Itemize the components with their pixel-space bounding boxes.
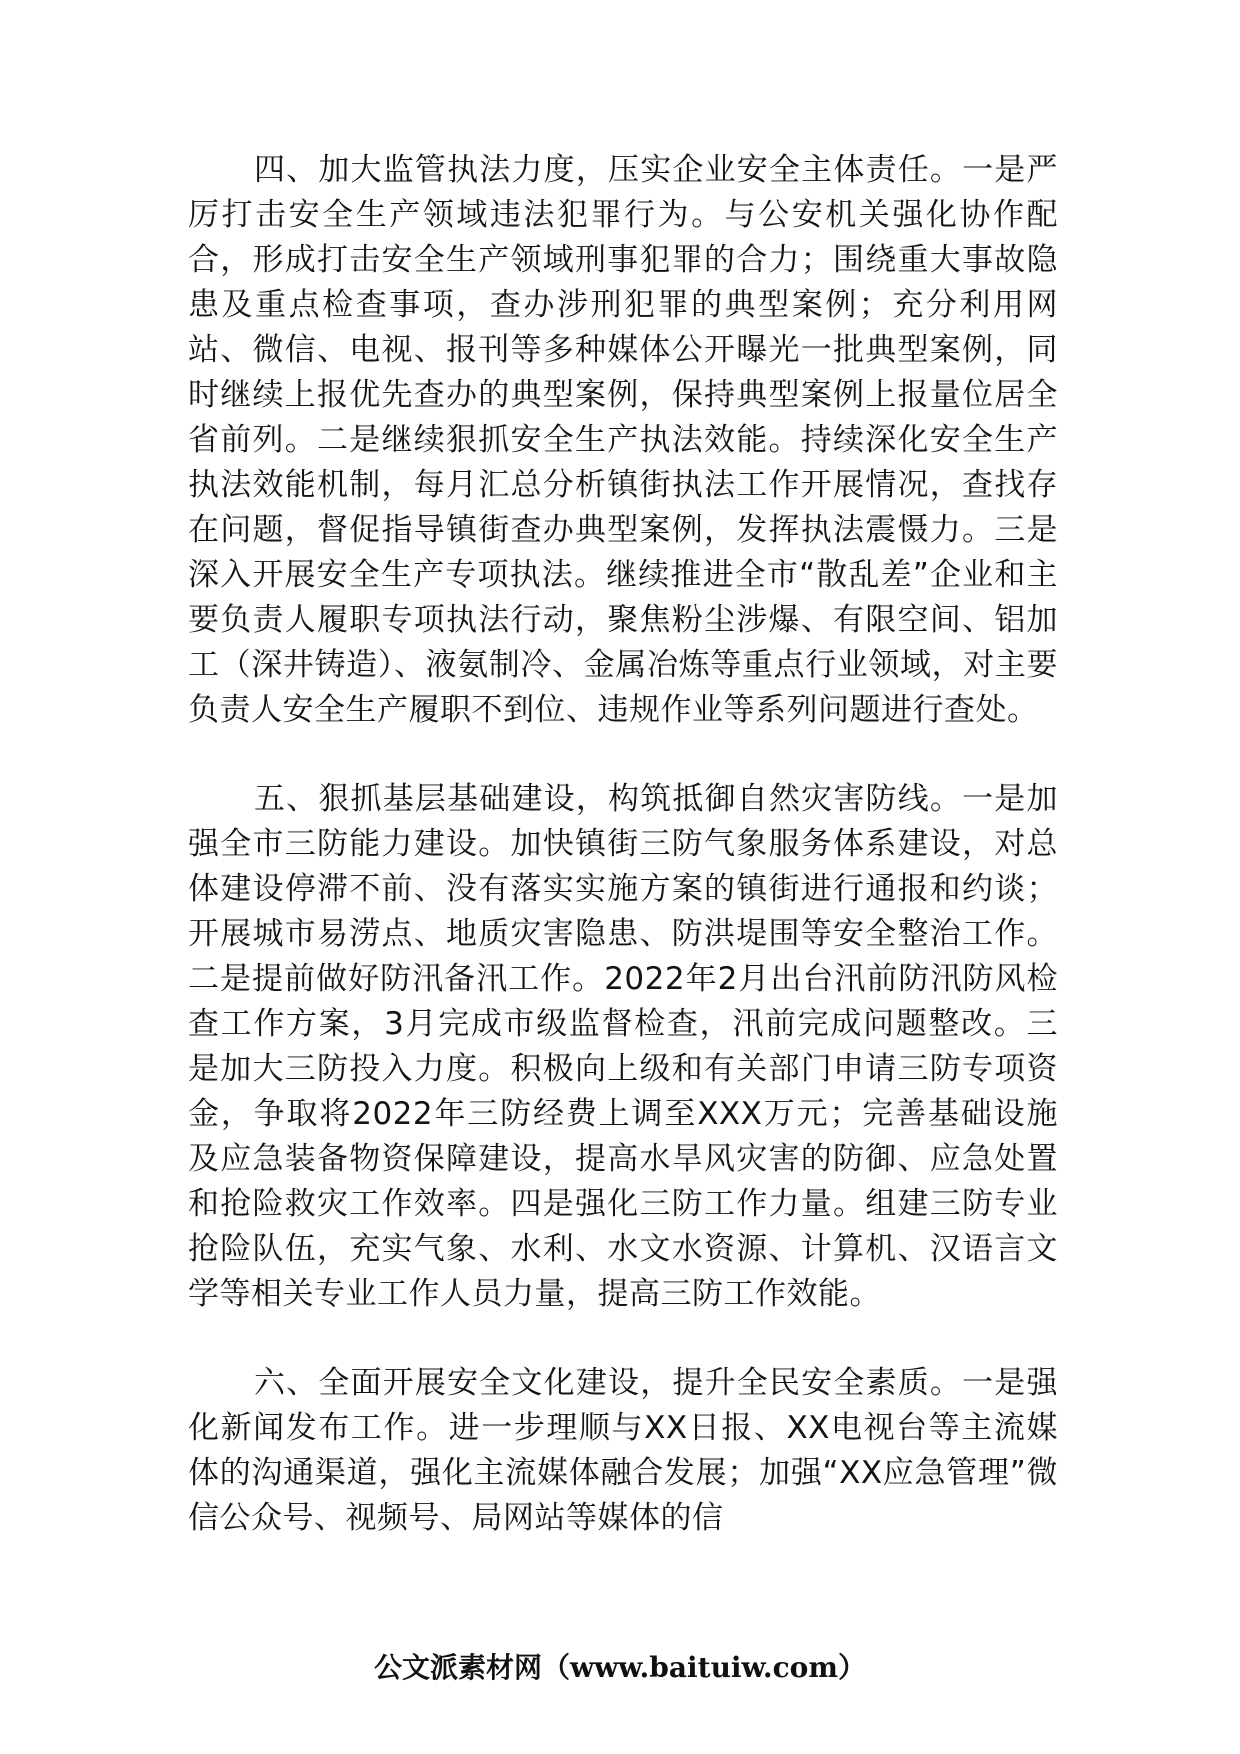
footer-watermark: 公文派素材网（www.baituiw.com）	[374, 1651, 866, 1684]
document-body	[188, 148, 1058, 1585]
paragraph-section-6: 六、全面开展安全文化建设，提升全民安全素质。一是强化新闻发布工作。进一步理顺与XX日报、XX电视台等主流媒体的沟通渠道，强化主流媒体融合发展；加强“XX应急管理”微信公众号、视频号、局网站等媒体的信	[188, 1365, 1058, 1536]
paragraph-section-5: 五、狠抓基层基础建设，构筑抵御自然灾害防线。一是加强全市三防能力建设。加快镇街三防气象服务体系建设，对总体建设停滞不前、没有落实实施方案的镇街进行通报和约谈；开展城市易涝点、地质灾害隐患、防洪堤围等安全整治工作。二是提前做好防汛备汛工作。2022年2月出台汛前防汛防风检查工作方案，3月完成市级监督检查，汛前完成问题整改。三是加大三防投入力度。积极向上级和有关部门申请三防专项资金，争取将2022年三防经费上调至XXX万元；完善基础设施及应急装备物资保障建设，提高水旱风灾害的防御、应急处置和抢险救灾工作效率。四是强化三防工作力量。组建三防专业抢险队伍，充实气象、水利、水文水资源、计算机、汉语言文学等相关专业工作人员力量，提高三防工作效能。	[188, 781, 1058, 1312]
paragraph-section-4: 四、加大监管执法力度，压实企业安全主体责任。一是严厉打击安全生产领域违法犯罪行为。与公安机关强化协作配合，形成打击安全生产领域刑事犯罪的合力；围绕重大事故隐患及重点检查事项，查办涉刑犯罪的典型案例；充分利用网站、微信、电视、报刊等多种媒体公开曝光一批典型案例，同时继续上报优先查办的典型案例，保持典型案例上报量位居全省前列。二是继续狠抓安全生产执法效能。持续深化安全生产执法效能机制，每月汇总分析镇街执法工作开展情况，查找存在问题，督促指导镇街查办典型案例，发挥执法震慑力。三是深入开展安全生产专项执法。继续推进全市“散乱差”企业和主要负责人履职专项执法行动，聚焦粉尘涉爆、有限空间、铝加工（深井铸造）、液氨制冷、金属冶炼等重点行业领域，对主要负责人安全生产履职不到位、违规作业等系列问题进行查处。	[188, 152, 1058, 728]
